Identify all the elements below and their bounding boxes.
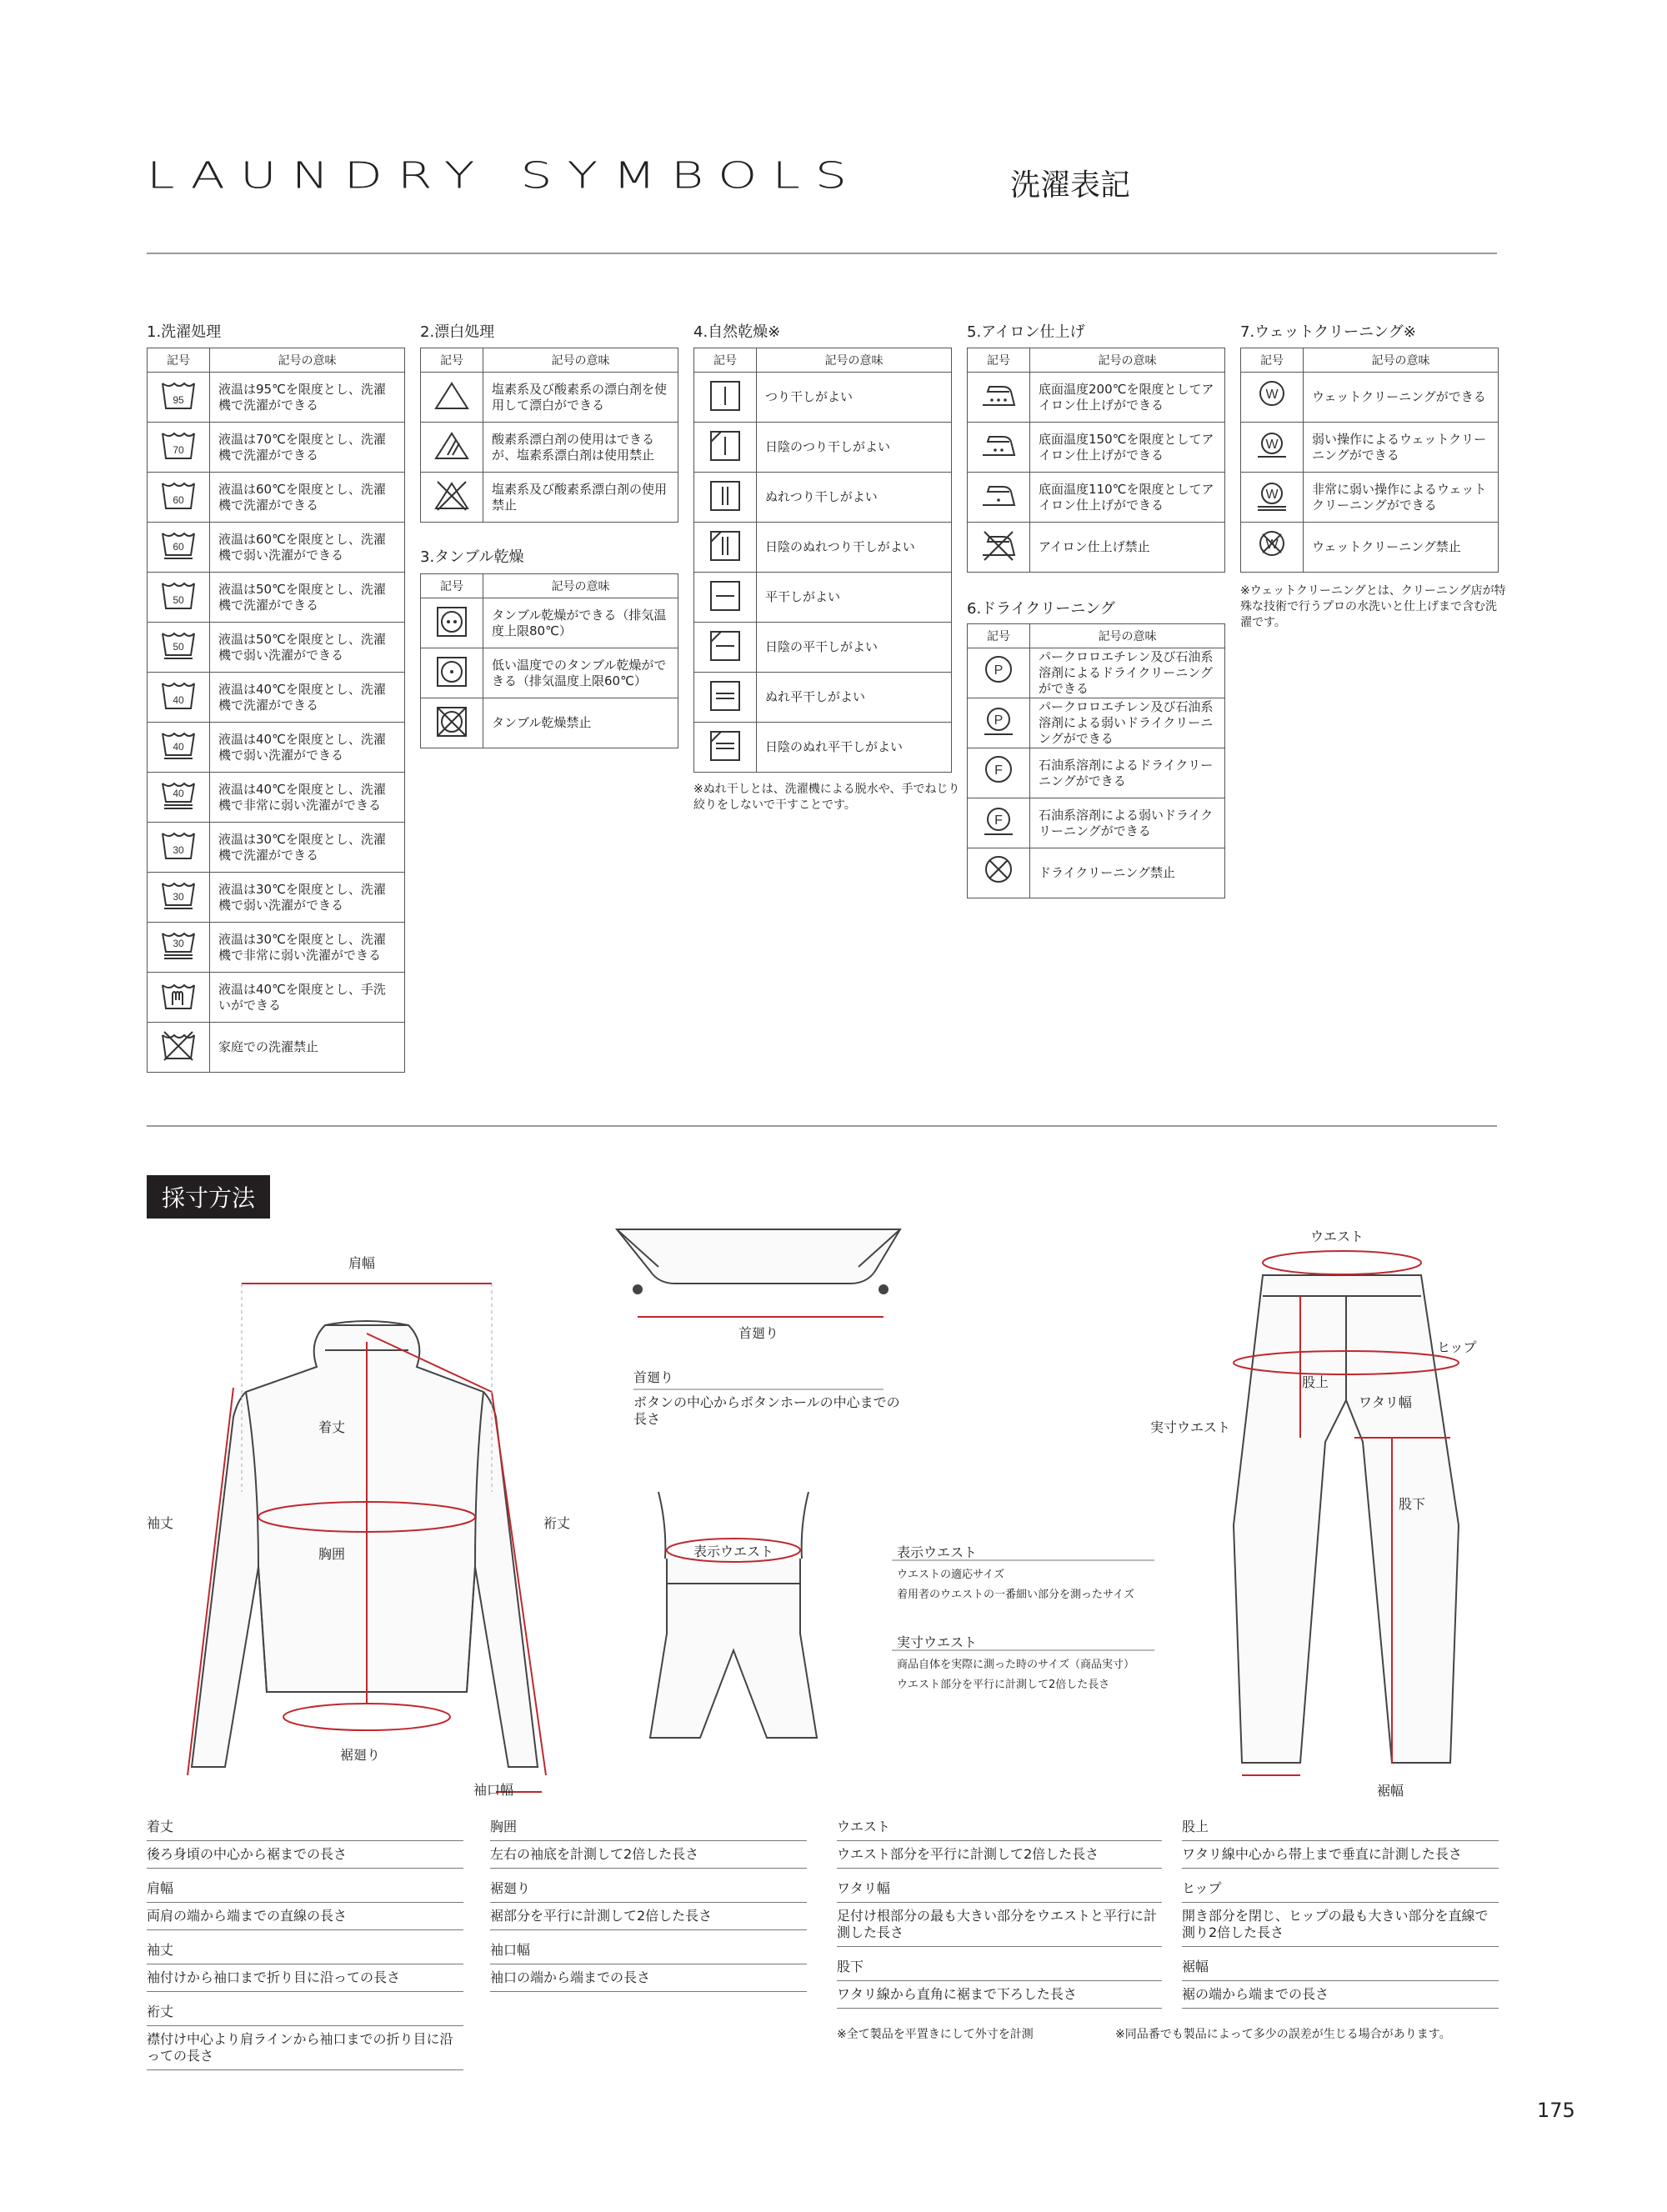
definition-rule <box>1182 1902 1499 1903</box>
symbol-row <box>148 423 405 473</box>
real-waist-title: 実寸ウエスト <box>897 1634 978 1650</box>
col-header-meaning: 記号の意味 <box>1030 348 1225 373</box>
wash-tub-icon <box>148 373 210 423</box>
title-japanese: 洗濯表記 <box>1010 168 1131 203</box>
col-header-meaning: 記号の意味 <box>1030 624 1225 648</box>
symbol-row <box>148 623 405 673</box>
neck-title: 首廻り <box>633 1369 674 1385</box>
symbol-meaning: 低い温度でのタンブル乾燥ができる（排気温度上限60℃） <box>483 648 678 698</box>
footnote-variance: ※同品番でも製品によって多少の誤差が生じる場合があります。 <box>1115 2028 1451 2041</box>
bleach-any-icon <box>421 373 483 423</box>
symbol-meaning: 液温は95℃を限度とし、洗濯機で洗濯ができる <box>210 373 405 423</box>
iron-table <box>967 348 1225 573</box>
col-header-symbol: 記号 <box>694 348 757 373</box>
symbol-row <box>968 748 1225 798</box>
section-title-iron: 5.アイロン仕上げ <box>967 323 1085 341</box>
definition-desc: 裾の端から端までの長さ <box>1182 1986 1329 2002</box>
symbol-meaning: パークロロエチレン及び石油系溶剤によるドライクリーニングができる <box>1030 648 1225 698</box>
definition-rule <box>147 2069 463 2070</box>
wash-tub-icon <box>148 873 210 923</box>
iron-low-icon <box>968 473 1030 523</box>
svg-text:W: W <box>1265 537 1279 552</box>
symbol-row <box>421 423 678 473</box>
hand-wash-icon <box>148 973 210 1023</box>
dryclean-f-icon <box>968 748 1030 798</box>
symbol-row <box>148 373 405 423</box>
symbol-row <box>148 673 405 723</box>
wash-tub-icon <box>148 723 210 773</box>
symbol-meaning: 液温は40℃を限度とし、洗濯機で弱い洗濯ができる <box>210 723 405 773</box>
symbol-row <box>148 723 405 773</box>
tumble-dry-low-icon <box>421 648 483 698</box>
title-english: LAUNDRY SYMBOLS <box>147 155 862 198</box>
section-title-bleach: 2.漂白処理 <box>420 323 495 341</box>
symbol-meaning: 日陰の平干しがよい <box>757 623 952 673</box>
wash-tub-icon <box>148 673 210 723</box>
symbol-meaning: ドライクリーニング禁止 <box>1030 848 1225 898</box>
symbol-meaning: パークロロエチレン及び石油系溶剤による弱いドライクリーニングができる <box>1030 698 1225 748</box>
definition-term: 着丈 <box>147 1819 174 1834</box>
no-tumble-dry-icon <box>421 698 483 748</box>
line-dry-icon <box>694 373 757 423</box>
label-shoulder: 肩幅 <box>348 1255 376 1271</box>
label-thigh: ワタリ幅 <box>1359 1394 1412 1410</box>
divider-middle <box>147 1125 1497 1127</box>
neck-desc: ボタンの中心からボタンホールの中心までの長さ <box>633 1394 900 1427</box>
symbol-row <box>968 648 1225 698</box>
definition-desc: 後ろ身頃の中心から裾までの長さ <box>147 1846 348 1862</box>
symbol-meaning: 液温は60℃を限度とし、洗濯機で洗濯ができる <box>210 473 405 523</box>
symbol-row <box>1241 523 1499 573</box>
measurement-diagrams <box>125 1217 1542 1800</box>
section-title-tumble: 3.タンブル乾燥 <box>420 548 524 566</box>
dryclean-p-icon <box>968 648 1030 698</box>
symbol-row <box>148 523 405 573</box>
symbol-meaning: 液温は30℃を限度とし、洗濯機で弱い洗濯ができる <box>210 873 405 923</box>
definition-desc: ワタリ線中心から帯上まで垂直に計測した長さ <box>1182 1846 1462 1862</box>
natural-dry-note: ※ぬれ干しとは、洗濯機による脱水や、手でねじり絞りをしないで干すことです。 <box>693 783 960 812</box>
definition-term: ウエスト <box>837 1819 891 1834</box>
wash-tub-icon <box>148 823 210 873</box>
washing-table <box>147 348 405 1073</box>
wetclean-note: ※ウェットクリーニングとは、クリーニング店が特殊な技術で行うプロの水洗いと仕上げまで含む洗濯です。 <box>1240 584 1506 629</box>
svg-text:95: 95 <box>173 393 184 406</box>
symbol-row <box>1241 373 1499 423</box>
symbol-row <box>968 698 1225 748</box>
definition-rule <box>1182 2008 1499 2009</box>
definition-desc: ウエスト部分を平行に計測して2倍した長さ <box>837 1846 1099 1862</box>
wash-tub-icon <box>148 473 210 523</box>
symbol-row <box>148 873 405 923</box>
symbol-row <box>421 473 678 523</box>
symbol-row <box>1241 423 1499 473</box>
col-header-meaning: 記号の意味 <box>210 348 405 373</box>
symbol-meaning: 液温は40℃を限度とし、手洗いができる <box>210 973 405 1023</box>
definition-desc: 左右の袖底を計測して2倍した長さ <box>490 1846 699 1862</box>
symbol-row <box>968 523 1225 573</box>
wetclean-gentle-icon <box>1241 423 1304 473</box>
symbol-meaning: 非常に弱い操作によるウェットクリーニングができる <box>1304 473 1499 523</box>
label-chest: 胸囲 <box>318 1546 346 1562</box>
definition-rule <box>1182 1980 1499 1981</box>
real-waist-desc1: 商品自体を実際に測った時のサイズ（商品実寸） <box>897 1659 1134 1671</box>
definition-rule <box>147 1902 463 1903</box>
symbol-row <box>694 523 952 573</box>
line-dry-shade-icon <box>694 423 757 473</box>
symbol-row <box>148 973 405 1023</box>
symbol-meaning: 石油系溶剤によるドライクリーニングができる <box>1030 748 1225 798</box>
svg-text:W: W <box>1265 387 1279 402</box>
no-bleach-icon <box>421 473 483 523</box>
symbol-row <box>968 798 1225 848</box>
symbol-meaning: 液温は40℃を限度とし、洗濯機で非常に弱い洗濯ができる <box>210 773 405 823</box>
definition-term: 裾廻り <box>490 1880 531 1896</box>
definition-term: 股下 <box>837 1959 864 1974</box>
symbol-meaning: 酸素系漂白剤の使用はできるが、塩素系漂白剤は使用禁止 <box>483 423 678 473</box>
collar-diagram <box>617 1229 900 1294</box>
symbol-row <box>694 473 952 523</box>
svg-text:P: P <box>994 713 1004 728</box>
col-header-meaning: 記号の意味 <box>1304 348 1499 373</box>
symbol-meaning: 弱い操作によるウェットクリーニングができる <box>1304 423 1499 473</box>
jacket-diagram <box>192 1321 538 1767</box>
definition-term: 袖口幅 <box>490 1942 531 1958</box>
symbol-row <box>694 423 952 473</box>
symbol-meaning: ウェットクリーニングができる <box>1304 373 1499 423</box>
tumble-table <box>420 573 678 748</box>
bleach-table <box>420 348 678 523</box>
page-number: 175 <box>1537 2099 1575 2122</box>
definition-desc: 袖付けから袖口まで折り目に沿っての長さ <box>147 1969 401 1985</box>
svg-text:W: W <box>1265 487 1279 502</box>
symbol-meaning: 石油系溶剤による弱いドライクリーニングができる <box>1030 798 1225 848</box>
wash-tub-icon <box>148 623 210 673</box>
no-wetclean-icon <box>1241 523 1304 573</box>
definition-rule <box>837 1980 1162 1981</box>
no-wash-icon <box>148 1023 210 1073</box>
definition-term: 肩幅 <box>147 1880 174 1896</box>
wetclean-table <box>1240 348 1499 573</box>
symbol-row <box>148 1023 405 1073</box>
symbol-row <box>148 573 405 623</box>
pants-diagram <box>1234 1275 1459 1763</box>
label-waist: ウエスト <box>1310 1229 1364 1244</box>
drip-flat-dry-icon <box>694 673 757 723</box>
definition-term: 裾幅 <box>1182 1959 1209 1974</box>
dryclean-f-gentle-icon <box>968 798 1030 848</box>
section-title-natural: 4.自然乾燥※ <box>693 323 781 341</box>
symbol-meaning: 塩素系及び酸素系の漂白剤を使用して漂白ができる <box>483 373 678 423</box>
col-header-symbol: 記号 <box>148 348 210 373</box>
dryclean-p-gentle-icon <box>968 698 1030 748</box>
svg-text:30: 30 <box>173 843 184 856</box>
symbol-meaning: 塩素系及び酸素系漂白剤の使用禁止 <box>483 473 678 523</box>
symbol-meaning: 日陰のつり干しがよい <box>757 423 952 473</box>
symbol-meaning: ウェットクリーニング禁止 <box>1304 523 1499 573</box>
symbol-row <box>148 473 405 523</box>
symbol-meaning: 底面温度200℃を限度としてアイロン仕上げができる <box>1030 373 1225 423</box>
display-waist-desc1: ウエストの適応サイズ <box>897 1569 1004 1581</box>
section-title-dryclean: 6.ドライクリーニング <box>967 600 1115 618</box>
definition-rule <box>1182 1868 1499 1869</box>
symbol-row <box>968 848 1225 898</box>
symbol-row <box>421 648 678 698</box>
wash-tub-icon <box>148 573 210 623</box>
label-yuki: 裄丈 <box>543 1515 571 1531</box>
symbol-meaning: 底面温度110℃を限度としてアイロン仕上げができる <box>1030 473 1225 523</box>
no-iron-icon <box>968 523 1030 573</box>
real-waist-desc2: ウエスト部分を平行に計測して2倍した長さ <box>897 1679 1110 1691</box>
definition-desc: 袖口の端から端までの長さ <box>490 1969 651 1985</box>
iron-high-icon <box>968 373 1030 423</box>
svg-text:F: F <box>994 813 1003 828</box>
display-waist-title: 表示ウエスト <box>897 1544 978 1560</box>
no-dryclean-icon <box>968 848 1030 898</box>
definition-rule <box>1182 1946 1499 1947</box>
symbol-meaning: 底面温度150℃を限度としてアイロン仕上げができる <box>1030 423 1225 473</box>
definition-rule <box>837 1868 1162 1869</box>
label-sleeve: 袖丈 <box>147 1515 174 1531</box>
definition-rule <box>490 1929 807 1930</box>
symbol-row <box>694 673 952 723</box>
svg-text:40: 40 <box>173 740 184 753</box>
label-hem: 裾廻り <box>340 1747 381 1763</box>
definition-desc: 襟付け中心より肩ラインから袖口までの折り目に沿っての長さ <box>147 2031 453 2064</box>
footnote-flat-measure: ※全て製品を平置きにして外寸を計測 <box>837 2028 1034 2041</box>
definition-rule <box>837 2008 1162 2009</box>
col-header-symbol: 記号 <box>1241 348 1304 373</box>
symbol-row <box>148 923 405 973</box>
definition-term: 胸囲 <box>490 1819 518 1834</box>
definition-term: ヒップ <box>1182 1880 1222 1896</box>
natural-dry-table <box>693 348 952 773</box>
label-inseam: 股下 <box>1399 1496 1426 1512</box>
definition-term: 股上 <box>1182 1819 1209 1834</box>
col-header-symbol: 記号 <box>968 624 1030 648</box>
measure-section-title: 採寸方法 <box>147 1175 270 1219</box>
col-header-meaning: 記号の意味 <box>757 348 952 373</box>
symbol-row <box>148 773 405 823</box>
definition-desc: ワタリ線から直角に裾まで下ろした長さ <box>837 1986 1077 2002</box>
col-header-meaning: 記号の意味 <box>483 348 678 373</box>
definition-rule <box>490 1991 807 1992</box>
section-title-washing: 1.洗濯処理 <box>147 323 222 341</box>
symbol-meaning: 液温は60℃を限度とし、洗濯機で弱い洗濯ができる <box>210 523 405 573</box>
symbol-meaning: アイロン仕上げ禁止 <box>1030 523 1225 573</box>
symbol-meaning: ぬれつり干しがよい <box>757 473 952 523</box>
label-cuff: 袖口幅 <box>473 1782 514 1798</box>
definition-term: ワタリ幅 <box>837 1880 890 1896</box>
symbol-meaning: 液温は50℃を限度とし、洗濯機で弱い洗濯ができる <box>210 623 405 673</box>
display-waist-desc2: 着用者のウエストの一番細い部分を測ったサイズ <box>897 1589 1134 1601</box>
symbol-row <box>968 473 1225 523</box>
definition-rule <box>490 1868 807 1869</box>
wash-tub-icon <box>148 923 210 973</box>
definition-rule <box>837 1840 1162 1841</box>
wetclean-very-gentle-icon <box>1241 473 1304 523</box>
symbol-meaning: 液温は40℃を限度とし、洗濯機で洗濯ができる <box>210 673 405 723</box>
flat-dry-shade-icon <box>694 623 757 673</box>
drip-line-dry-shade-icon <box>694 523 757 573</box>
bleach-oxygen-icon <box>421 423 483 473</box>
wash-tub-icon <box>148 773 210 823</box>
symbol-meaning: 液温は70℃を限度とし、洗濯機で洗濯ができる <box>210 423 405 473</box>
definition-term: 裄丈 <box>147 2004 174 2019</box>
svg-text:40: 40 <box>173 693 184 706</box>
definition-rule <box>837 1946 1162 1947</box>
symbol-row <box>694 373 952 423</box>
drip-line-dry-icon <box>694 473 757 523</box>
symbol-meaning: 日陰のぬれつり干しがよい <box>757 523 952 573</box>
drip-flat-dry-shade-icon <box>694 723 757 773</box>
symbol-row <box>148 823 405 873</box>
flat-dry-icon <box>694 573 757 623</box>
symbol-row <box>968 373 1225 423</box>
symbol-meaning: つり干しがよい <box>757 373 952 423</box>
svg-text:60: 60 <box>173 540 184 553</box>
symbol-meaning: タンブル乾燥禁止 <box>483 698 678 748</box>
symbol-meaning: ぬれ平干しがよい <box>757 673 952 723</box>
symbol-row <box>694 623 952 673</box>
symbol-row <box>421 373 678 423</box>
symbol-meaning: タンブル乾燥ができる（排気温度上限80℃） <box>483 598 678 648</box>
definition-rule <box>147 1929 463 1930</box>
col-header-meaning: 記号の意味 <box>483 574 678 598</box>
label-real-waist: 実寸ウエスト <box>1150 1419 1231 1435</box>
wash-tub-icon <box>148 423 210 473</box>
section-title-wetclean: 7.ウェットクリーニング※ <box>1240 323 1416 341</box>
definition-rule <box>837 1902 1162 1903</box>
definitions-column-4 <box>1182 1819 1499 2009</box>
col-header-symbol: 記号 <box>421 574 483 598</box>
svg-text:50: 50 <box>173 640 184 653</box>
wash-tub-icon <box>148 523 210 573</box>
svg-text:30: 30 <box>173 937 184 949</box>
iron-medium-icon <box>968 423 1030 473</box>
label-neck: 首廻り <box>738 1325 779 1341</box>
col-header-symbol: 記号 <box>968 348 1030 373</box>
definition-rule <box>147 1991 463 1992</box>
label-rise: 股上 <box>1302 1374 1329 1390</box>
definition-term: 袖丈 <box>147 1942 174 1958</box>
symbol-meaning: 液温は50℃を限度とし、洗濯機で洗濯ができる <box>210 573 405 623</box>
svg-text:70: 70 <box>173 443 184 456</box>
definition-rule <box>1182 1840 1499 1841</box>
definition-rule <box>490 1902 807 1903</box>
symbol-row <box>421 598 678 648</box>
symbol-row <box>694 723 952 773</box>
symbol-meaning: 日陰のぬれ平干しがよい <box>757 723 952 773</box>
definition-rule <box>147 2025 463 2026</box>
divider-top <box>147 253 1497 254</box>
svg-text:50: 50 <box>173 593 184 606</box>
definition-rule <box>147 1868 463 1869</box>
definitions-column-2 <box>490 1819 807 1992</box>
svg-text:30: 30 <box>173 890 184 903</box>
svg-text:W: W <box>1265 437 1279 452</box>
label-hem-width: 裾幅 <box>1377 1783 1404 1799</box>
label-display-waist: 表示ウエスト <box>693 1544 774 1559</box>
label-length: 着丈 <box>318 1419 346 1435</box>
definition-desc: 足付け根部分の最も大きい部分をウエストと平行に計測した長さ <box>837 1908 1158 1940</box>
symbol-row <box>1241 473 1499 523</box>
symbol-meaning: 液温は30℃を限度とし、洗濯機で非常に弱い洗濯ができる <box>210 923 405 973</box>
svg-text:F: F <box>994 763 1003 778</box>
tumble-dry-high-icon <box>421 598 483 648</box>
svg-text:60: 60 <box>173 493 184 506</box>
display-waist-diagram <box>650 1492 817 1738</box>
symbol-row <box>694 573 952 623</box>
svg-text:P: P <box>994 663 1004 678</box>
svg-text:40: 40 <box>173 787 184 799</box>
dryclean-table <box>967 623 1225 898</box>
definition-rule <box>147 1840 463 1841</box>
symbol-row <box>421 698 678 748</box>
definition-desc: 開き部分を閉じ、ヒップの最も大きい部分を直線で測り2倍した長さ <box>1182 1908 1489 1940</box>
col-header-symbol: 記号 <box>421 348 483 373</box>
symbol-row <box>968 423 1225 473</box>
definition-desc: 裾部分を平行に計測して2倍した長さ <box>490 1908 713 1924</box>
definition-rule <box>490 1840 807 1841</box>
symbol-meaning: 家庭での洗濯禁止 <box>210 1023 405 1073</box>
symbol-meaning: 平干しがよい <box>757 573 952 623</box>
wetclean-icon <box>1241 373 1304 423</box>
symbol-meaning: 液温は30℃を限度とし、洗濯機で洗濯ができる <box>210 823 405 873</box>
label-hip: ヒップ <box>1437 1339 1477 1355</box>
definition-desc: 両肩の端から端までの直線の長さ <box>147 1908 348 1924</box>
definitions-column-3 <box>837 1819 1162 2009</box>
definitions-column-1 <box>147 1819 463 2070</box>
